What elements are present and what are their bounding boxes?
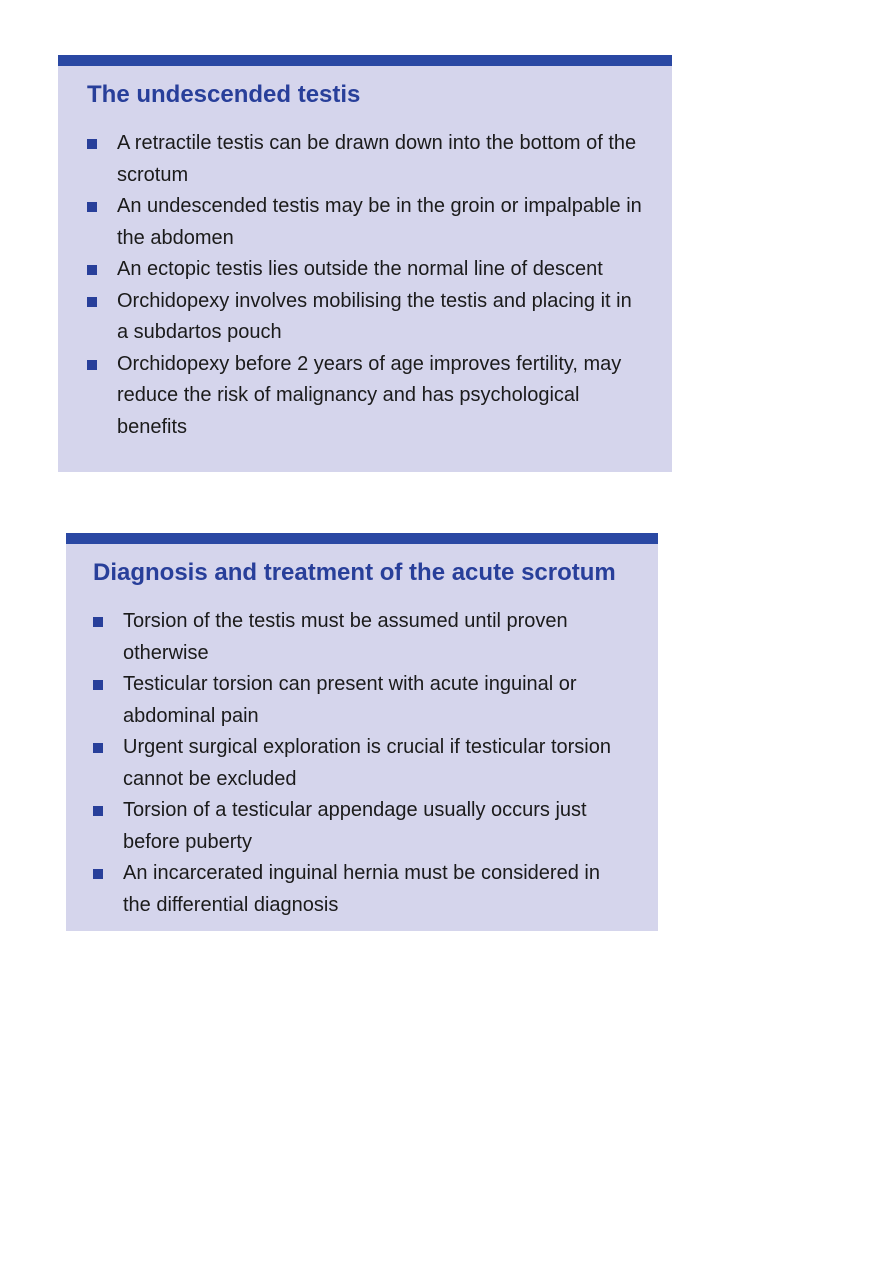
list-item-text: Orchidopexy before 2 years of age improves fertility, may reduce the risk of malignancy and has psychological benefits: [117, 352, 622, 438]
list-item-text: Urgent surgical exploration is crucial if testicular torsion cannot be excluded: [123, 736, 611, 790]
square-bullet-icon: [87, 139, 97, 149]
square-bullet-icon: [87, 265, 97, 275]
box-header-bar: [66, 533, 658, 544]
list-item-text: An ectopic testis lies outside the normal line of descent: [117, 258, 603, 280]
list-item-text: Torsion of a testicular appendage usually occurs just before puberty: [123, 799, 587, 853]
square-bullet-icon: [93, 680, 103, 690]
list-item: [87, 349, 647, 444]
bullet-list: [93, 606, 633, 921]
bullet-list: [87, 128, 647, 443]
square-bullet-icon: [93, 869, 103, 879]
list-item-text: An undescended testis may be in the groin or impalpable in the abdomen: [117, 195, 642, 249]
square-bullet-icon: [93, 617, 103, 627]
list-item: [87, 128, 647, 191]
list-item: [87, 254, 647, 286]
list-item: [93, 858, 633, 921]
box-title: Diagnosis and treatment of the acute scrotum: [93, 559, 616, 586]
acute-scrotum-box: [66, 533, 658, 931]
undescended-testis-box: [58, 55, 672, 472]
square-bullet-icon: [87, 202, 97, 212]
box-header-bar: [58, 55, 672, 66]
list-item: [93, 669, 633, 732]
square-bullet-icon: [93, 806, 103, 816]
list-item: [93, 795, 633, 858]
list-item: [87, 286, 647, 349]
list-item-text: Orchidopexy involves mobilising the testis and placing it in a subdartos pouch: [117, 289, 632, 343]
list-item-text: Testicular torsion can present with acute inguinal or abdominal pain: [123, 673, 577, 727]
list-item: [87, 191, 647, 254]
list-item-text: A retractile testis can be drawn down into the bottom of the scrotum: [117, 132, 637, 186]
square-bullet-icon: [87, 360, 97, 370]
list-item: [93, 606, 633, 669]
list-item-text: Torsion of the testis must be assumed until proven otherwise: [123, 610, 568, 664]
box-title: The undescended testis: [87, 81, 361, 108]
square-bullet-icon: [87, 297, 97, 307]
list-item: [93, 732, 633, 795]
square-bullet-icon: [93, 743, 103, 753]
list-item-text: An incarcerated inguinal hernia must be considered in the differential diagnosis: [123, 862, 600, 916]
